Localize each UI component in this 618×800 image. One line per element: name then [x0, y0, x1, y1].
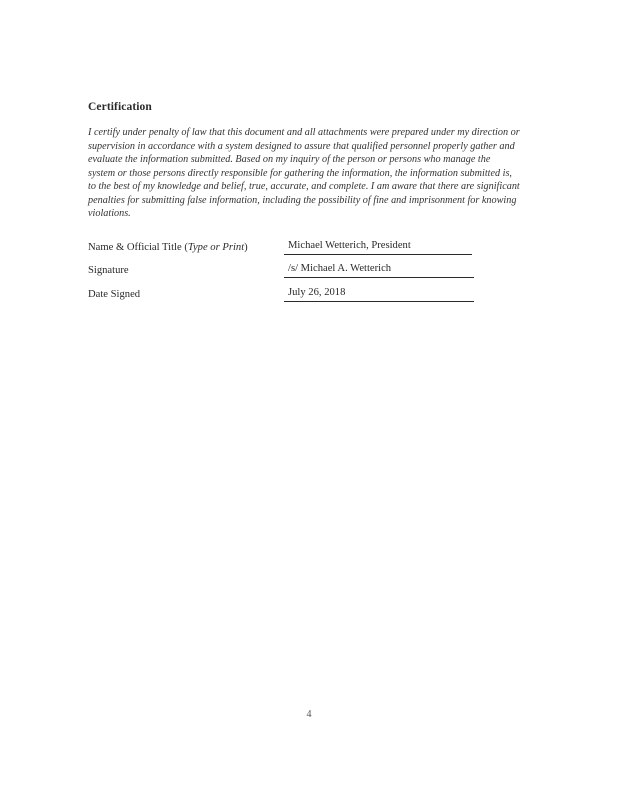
name-title-value: Michael Wetterich, President: [288, 240, 411, 251]
date-signed-value: July 26, 2018: [288, 287, 346, 298]
signature-label: Signature: [88, 265, 129, 276]
page-number: 4: [306, 709, 312, 720]
date-signed-underline: [284, 301, 474, 302]
name-title-label-suffix: ): [244, 242, 248, 253]
signature-underline: [284, 277, 474, 278]
name-title-label-prefix: Name & Official Title (: [88, 242, 188, 253]
signature-value: /s/ Michael A. Wetterich: [288, 263, 392, 274]
date-signed-row: [88, 289, 488, 305]
name-title-label: [88, 242, 248, 253]
name-title-underline: [284, 254, 472, 255]
name-title-label-italic: Type or Print: [187, 242, 245, 253]
certification-heading: Certification: [88, 101, 152, 113]
signature-row: [88, 265, 488, 281]
date-signed-label: Date Signed: [88, 289, 141, 300]
name-title-row: [88, 242, 488, 258]
certification-statement: I certify under penalty of law that this document and all attachments were prepared under my direction or supervision in accordance with a system designed to assure that qualified personnel properly gather and evaluate the information submitted. Based on my inquiry of the person or persons who manage the system or those persons directly responsible for gathering the information, the information submitted is, to the best of my knowledge and belief, true, accurate, and complete. I am aware that there are significant penalties for submitting false information, including the possibility of fine and imprisonment for knowing violations.: [88, 127, 520, 219]
